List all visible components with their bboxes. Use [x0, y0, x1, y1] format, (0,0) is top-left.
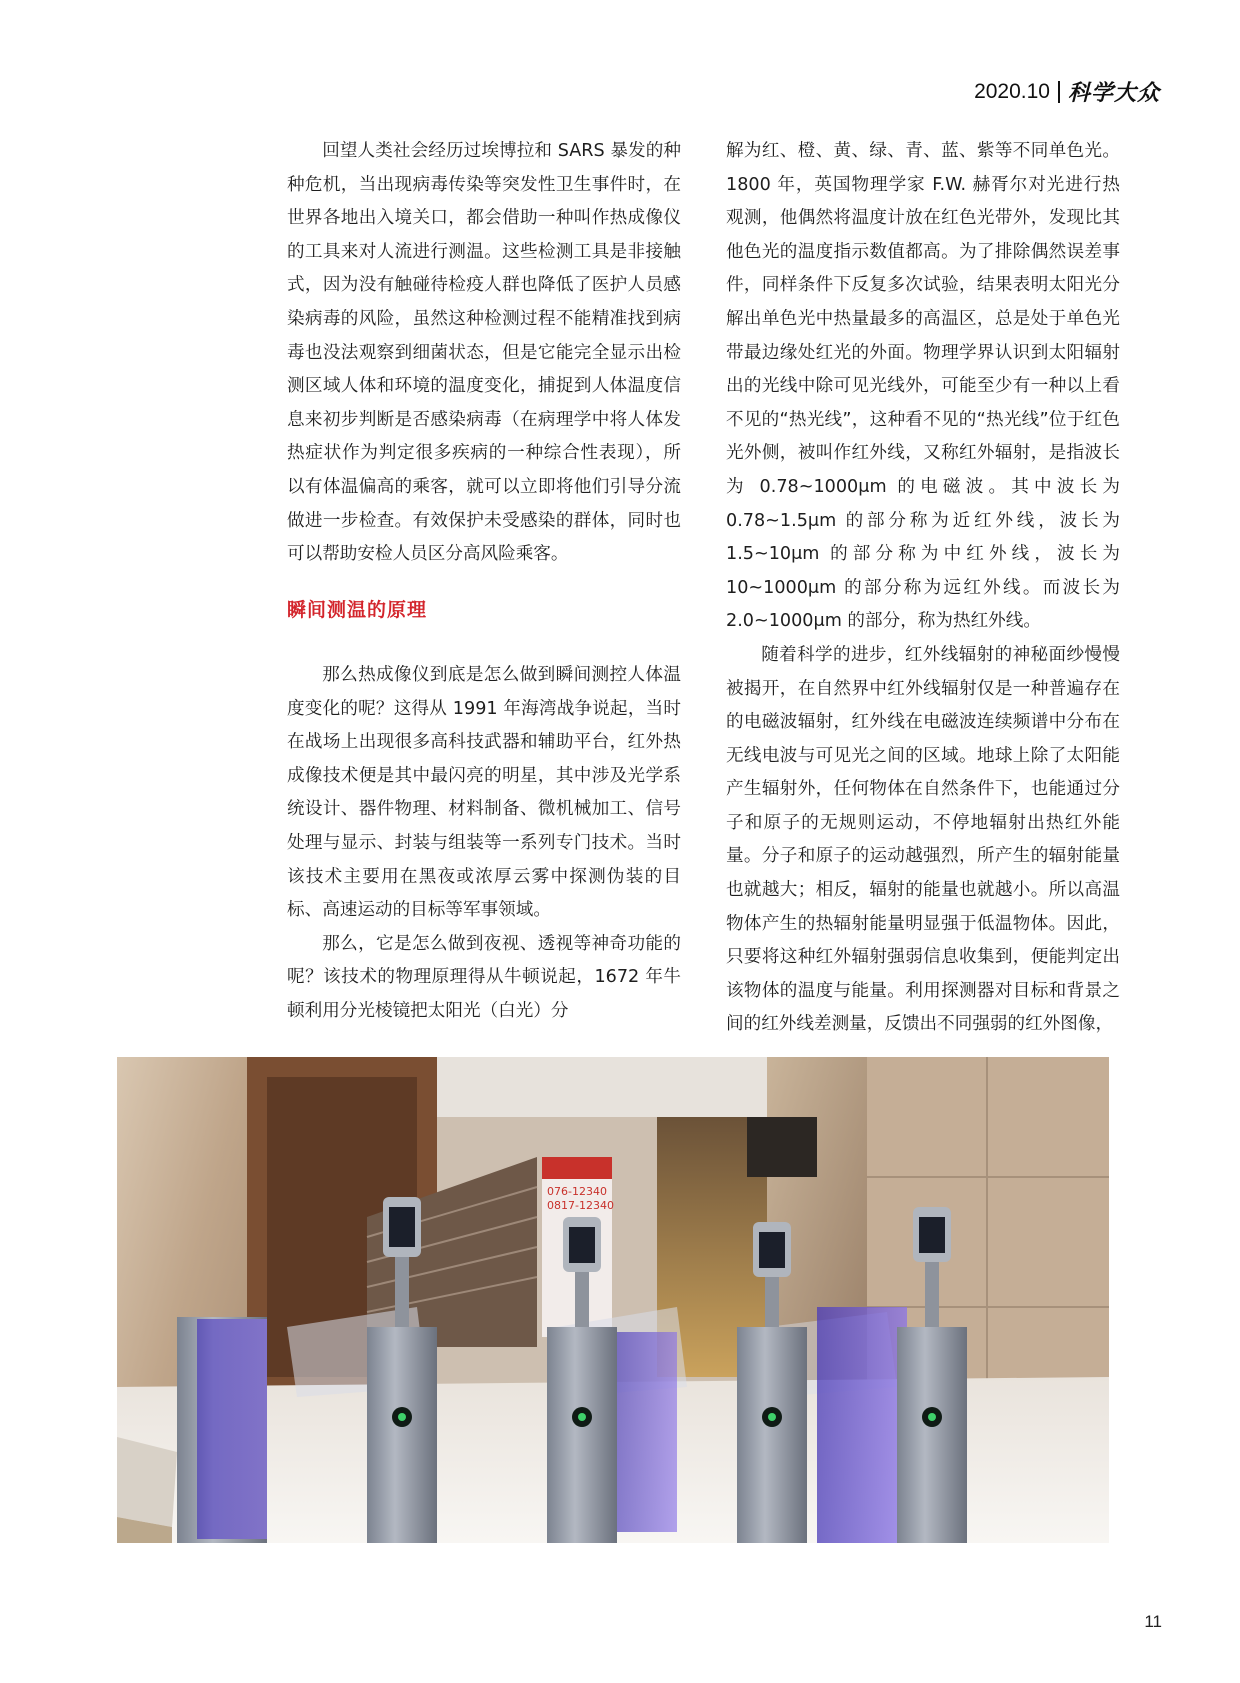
left-column-lower — [287, 659, 681, 1029]
issue-date: 2020.10 — [974, 79, 1050, 103]
section-title: 瞬间测温的原理 — [287, 599, 428, 621]
left-paragraph-2: 那么热成像仪到底是怎么做到瞬间测控人体温度变化的呢？这得从 1991 年海湾战争说起，当时在战场上出现很多高科技武器和辅助平台，红外热成像技术便是其中最闪亮的明星，其中涉及光学系统设计、器件物理、材料制备、微机械加工、信号处理与显示、封装与组装等一系列专门技术。当时该技术主要用在黑夜或浓厚云雾中探测伪装的目标、高速运动的目标等军事领域。 — [287, 665, 681, 921]
right-paragraph-1: 解为红、橙、黄、绿、青、蓝、紫等不同单色光。1800 年，英国物理学家 F.W. 赫胥尔对光进行热观测，他偶然将温度计放在红色光带外，发现比其他色光的温度指示数值都高。为了排除偶然误差事件，同样条件下反复多次试验，结果表明太阳光分解出单色光中热量最多的高温区，总是处于单色光带最边缘处红光的外面。物理学界认识到太阳辐射出的光线中除可见光线外，可能至少有一种以上看不见的“热光线”，这种看不见的“热光线”位于红色光外侧，被叫作红外线，又称红外辐射，是指波长为 0.78~1000μm 的电磁波。其中波长为 0.78~1.5μm 的部分称为近红外线，波长为 1.5~10μm 的部分称为中红外线，波长为 10~1000μm 的部分称为远红外线。而波长为 2.0~1000μm 的部分，称为热红外线。 — [726, 141, 1120, 632]
magazine-logo: 科学大众 — [1067, 80, 1160, 106]
header-divider — [1058, 81, 1060, 103]
photo-illustration — [117, 1057, 1109, 1543]
left-column — [287, 135, 681, 572]
turnstile-photo — [117, 1057, 1109, 1543]
poster-number-1: 076-12340 — [547, 1185, 607, 1198]
right-paragraph-2: 随着科学的进步，红外线辐射的神秘面纱慢慢被揭开，在自然界中红外线辐射仅是一种普遍存在的电磁波辐射，红外线在电磁波连续频谱中分布在无线电波与可见光之间的区域。地球上除了太阳能产生辐射外，任何物体在自然条件下，也能通过分子和原子的无规则运动，不停地辐射出热红外能量。分子和原子的运动越强烈，所产生的辐射能量也就越大；相反，辐射的能量也就越小。所以高温物体产生的热辐射能量明显强于低温物体。因此，只要将这种红外辐射强弱信息收集到，便能判定出该物体的温度与能量。利用探测器对目标和背景之间的红外线差测量，反馈出不同强弱的红外图像， — [726, 644, 1120, 1035]
right-column — [726, 135, 1120, 1042]
page-header — [974, 76, 1160, 107]
left-paragraph-1: 回望人类社会经历过埃博拉和 SARS 暴发的种种危机，当出现病毒传染等突发性卫生事件时，在世界各地出入境关口，都会借助一种叫作热成像仪的工具来对人流进行测温。这些检测工具是非接触式，因为没有触碰待检疫人群也降低了医护人员感染病毒的风险，虽然这种检测过程不能精准找到病毒也没法观察到细菌状态，但是它能完全显示出检测区域人体和环境的温度变化，捕捉到人体温度信息来初步判断是否感染病毒（在病理学中将人体发热症状作为判定很多疾病的一种综合性表现），所以有体温偏高的乘客，就可以立即将他们引导分流做进一步检查。有效保护未受感染的群体，同时也可以帮助安检人员区分高风险乘客。 — [287, 141, 681, 565]
left-paragraph-3: 那么，它是怎么做到夜视、透视等神奇功能的呢？该技术的物理原理得从牛顿说起，1672 年牛顿利用分光棱镜把太阳光（白光）分 — [287, 933, 681, 1021]
poster-number-2: 0817-12340 — [547, 1199, 614, 1212]
page-number: 11 — [1144, 1612, 1162, 1631]
